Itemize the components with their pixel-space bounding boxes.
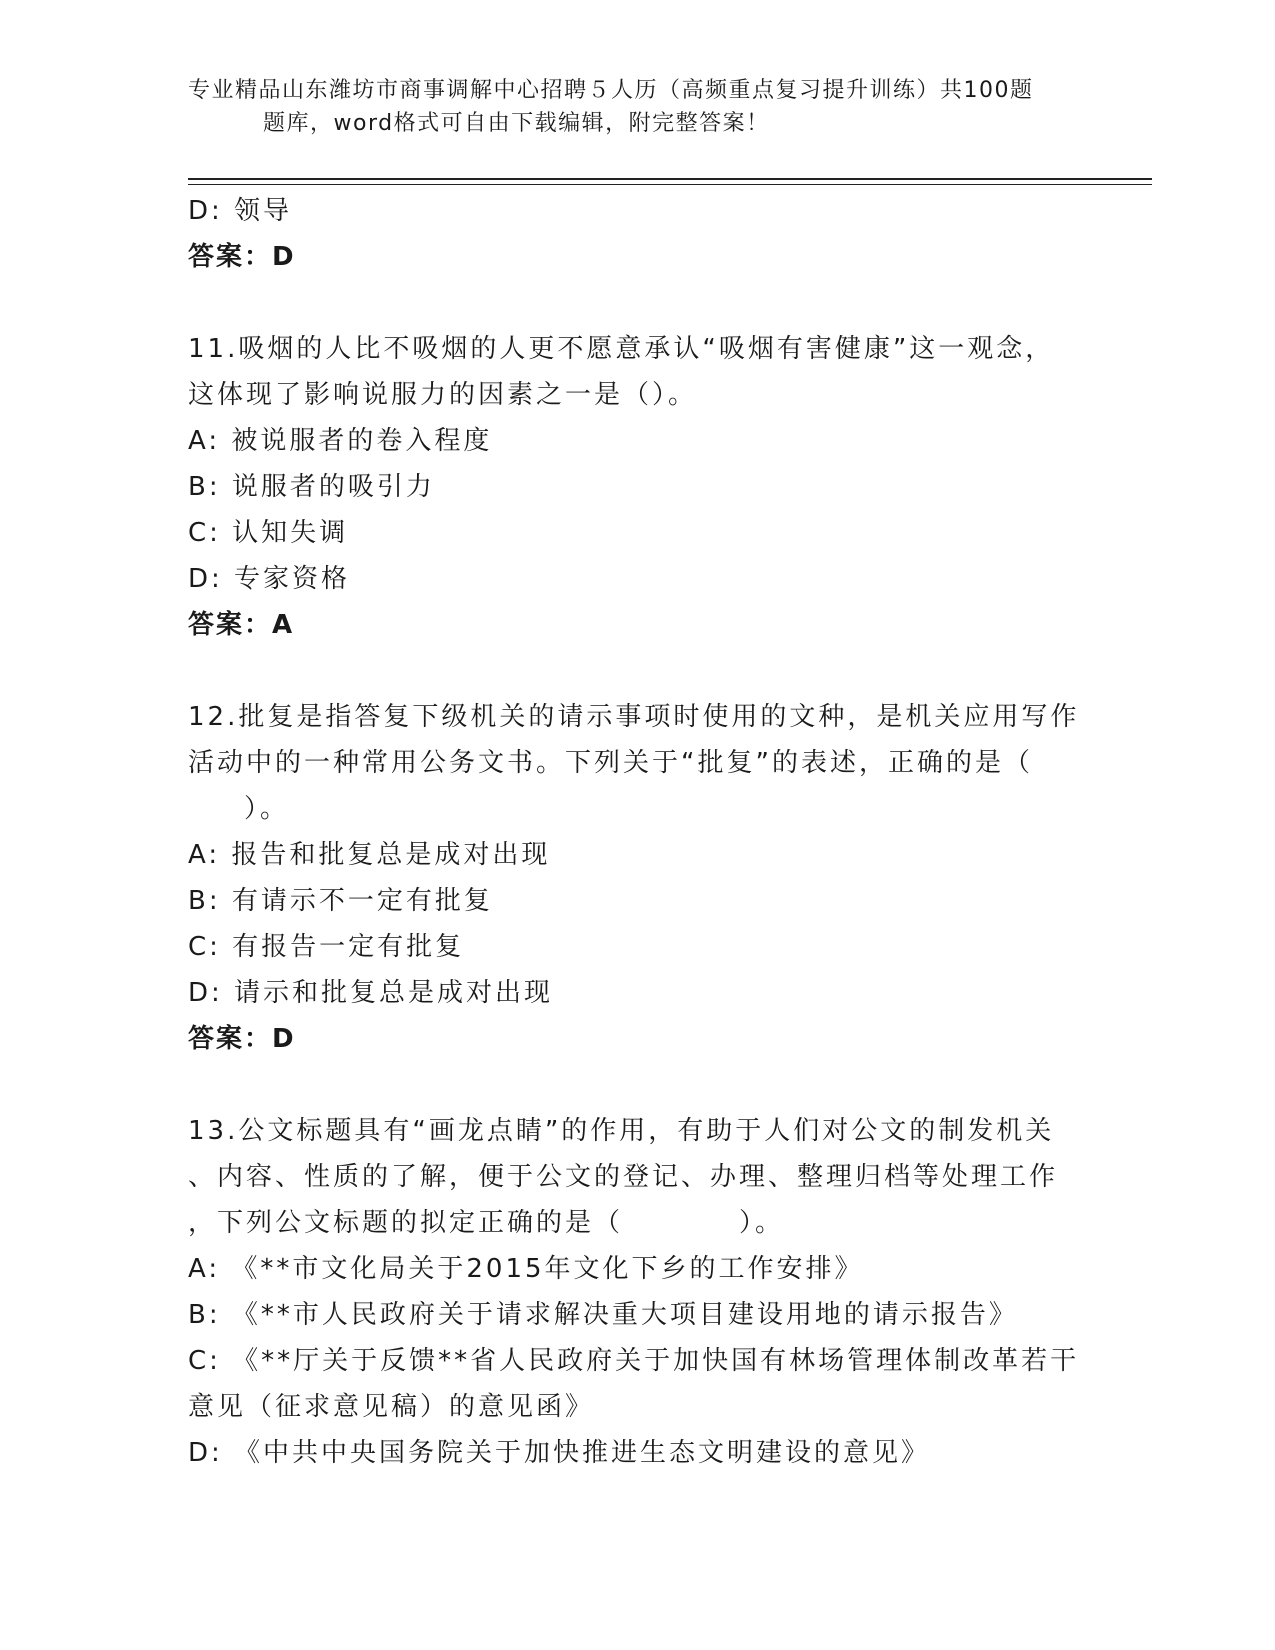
answer: 答案：A bbox=[188, 610, 295, 640]
question-12 bbox=[188, 694, 1078, 1062]
question-11 bbox=[188, 326, 1078, 648]
question-stem: 13.公文标题具有“画龙点睛”的作用，有助于人们对公文的制发机关 bbox=[188, 1116, 1055, 1146]
option-c: C: 有报告一定有批复 bbox=[188, 932, 465, 962]
option-b: B: 说服者的吸引力 bbox=[188, 472, 435, 502]
option-a: A: 《**市文化局关于2015年文化下乡的工作安排》 bbox=[188, 1254, 864, 1284]
spacer bbox=[188, 648, 1078, 694]
header-title-line-2: 题库，word格式可自由下载编辑，附完整答案！ bbox=[263, 111, 770, 136]
question-stem: ，下列公文标题的拟定正确的是（ ）。 bbox=[188, 1208, 785, 1238]
option-d: D: 专家资格 bbox=[188, 564, 351, 594]
option-d: D: 领导 bbox=[188, 196, 293, 226]
option-d: D: 《中共中央国务院关于加快推进生态文明建设的意见》 bbox=[188, 1438, 931, 1468]
option-d: D: 请示和批复总是成对出现 bbox=[188, 978, 554, 1008]
question-stem: 、内容、性质的了解，便于公文的登记、办理、整理归档等处理工作 bbox=[188, 1162, 1059, 1192]
header-divider-thin bbox=[188, 184, 1152, 185]
question-10-tail bbox=[188, 188, 1078, 280]
question-stem: ）。 bbox=[244, 794, 290, 824]
question-stem: 11.吸烟的人比不吸烟的人更不愿意承认“吸烟有害健康”这一观念， bbox=[188, 334, 1055, 364]
question-stem: 活动中的一种常用公务文书。下列关于“批复”的表述，正确的是（ bbox=[188, 748, 1033, 778]
option-a: A: 被说服者的卷入程度 bbox=[188, 426, 493, 456]
option-a: A: 报告和批复总是成对出现 bbox=[188, 840, 551, 870]
question-stem: 这体现了影响说服力的因素之一是（）。 bbox=[188, 380, 698, 410]
page-header bbox=[188, 74, 1098, 140]
spacer bbox=[188, 280, 1078, 326]
question-13 bbox=[188, 1108, 1078, 1476]
header-title-line-1: 专业精品山东潍坊市商事调解中心招聘５人历（高频重点复习提升训练）共100题 bbox=[188, 78, 1034, 103]
spacer bbox=[188, 1062, 1078, 1108]
option-c: C: 认知失调 bbox=[188, 518, 349, 548]
question-stem: 12.批复是指答复下级机关的请示事项时使用的文种，是机关应用写作 bbox=[188, 702, 1080, 732]
option-c-continued: 意见（征求意见稿）的意见函》 bbox=[188, 1392, 595, 1422]
header-divider-thick bbox=[188, 178, 1152, 180]
answer: 答案：D bbox=[188, 1024, 296, 1054]
answer: 答案：D bbox=[188, 242, 296, 272]
option-b: B: 有请示不一定有批复 bbox=[188, 886, 493, 916]
option-b: B: 《**市人民政府关于请求解决重大项目建设用地的请示报告》 bbox=[188, 1300, 1018, 1330]
option-c: C: 《**厅关于反馈**省人民政府关于加快国有林场管理体制改革若干 bbox=[188, 1346, 1080, 1376]
document-body bbox=[188, 188, 1078, 1476]
